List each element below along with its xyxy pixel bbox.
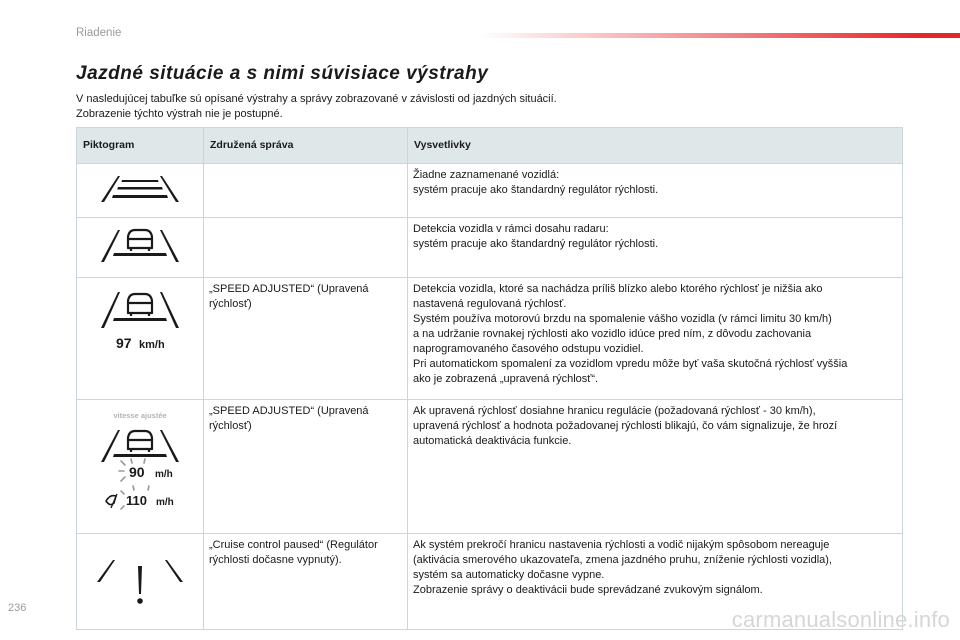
pictogram-cell — [77, 534, 204, 630]
explanation-line: (aktivácia smerového ukazovateľa, zmena jazdného pruhu, zníženie rýchlosti vozidla), — [413, 554, 832, 566]
icon-caption: vitesse ajustée — [113, 411, 167, 420]
message-cell — [204, 164, 408, 218]
message-line: rýchlosť) — [209, 420, 252, 432]
message-cell — [204, 400, 408, 534]
message-cell — [204, 278, 408, 400]
explanation-line: upravená rýchlosť a hodnota požadovanej rýchlosti blikajú, čo vám signalizuje, že hrozí — [413, 420, 838, 432]
message-line: „SPEED ADJUSTED“ (Upravená — [209, 405, 369, 417]
explanation-line: a na udržanie rovnakej rýchlosti ako vozidlo idúce pred ním, z dôvodu zachovania — [413, 328, 812, 340]
explanation-line: Pri automatickom spomalení za vozidlom vpredu môže byť vaša skutočná rýchlosť vyššia — [413, 358, 848, 370]
explanation-line: nastavená regulovaná rýchlosť. — [413, 298, 567, 310]
pictogram-cell — [77, 218, 204, 278]
message-line: „SPEED ADJUSTED“ (Upravená — [209, 283, 369, 295]
intro-line: Zobrazenie týchto výstrah nie je postupné. — [76, 108, 283, 120]
explanation-line: systém sa automaticky dočasne vypne. — [413, 569, 605, 581]
pictogram-cell — [77, 278, 204, 400]
explanation-cell — [408, 400, 903, 534]
message-line: „Cruise control paused“ (Regulátor — [209, 539, 378, 551]
icon-speed-value: 90 — [129, 464, 145, 480]
page-title: Jazdné situácie a s nimi súvisiace výstrahy — [76, 63, 489, 84]
lane-vehicle-icon — [82, 222, 198, 266]
intro-line: V nasledujúcej tabuľke sú opísané výstrahy a správy zobrazované v závislosti od jazdných situácií. — [76, 93, 557, 105]
explanation-cell — [408, 278, 903, 400]
message-cell — [204, 218, 408, 278]
warning-exclamation-icon — [82, 538, 198, 618]
explanation-line: Detekcia vozidla v rámci dosahu radaru: — [413, 223, 609, 235]
icon-speed-unit: m/h — [156, 497, 174, 508]
explanation-line: ako je zobrazená „upravená rýchlosť“. — [413, 373, 599, 385]
lane-empty-icon — [82, 168, 198, 206]
explanation-line: Ak upravená rýchlosť dosiahne hranicu regulácie (požadovaná rýchlosť - 30 km/h), — [413, 405, 816, 417]
explanation-line: Ak systém prekročí hranicu nastavenia rýchlosti a vodič nijakým spôsobom nereaguje — [413, 539, 830, 551]
explanation-line: Detekcia vozidla, ktoré sa nachádza príliš blízko alebo ktorého rýchlosť je nižšia ako — [413, 283, 823, 295]
table-row — [77, 278, 903, 400]
explanation-line: Zobrazenie správy o deaktivácii bude sprevádzané zvukovým signálom. — [413, 584, 763, 596]
explanation-line: Žiadne zaznamenané vozidlá: — [413, 169, 560, 181]
intro-text — [76, 92, 557, 122]
explanation-cell — [408, 218, 903, 278]
lane-vehicle-speed-icon — [82, 282, 198, 362]
section-label: Riadenie — [76, 27, 122, 39]
icon-speed-unit: m/h — [155, 469, 173, 480]
watermark: carmanualsonline.info — [731, 607, 950, 632]
column-header-message: Združená správa — [204, 128, 408, 164]
icon-speed-value: 97 — [116, 335, 132, 351]
explanation-line: systém pracuje ako štandardný regulátor rýchlosti. — [413, 184, 659, 196]
explanation-line: naprogramovaného časového odstupu vozidiel. — [413, 343, 644, 355]
pictogram-cell — [77, 400, 204, 534]
table-header-row — [77, 128, 903, 164]
column-header-pictogram: Piktogram — [77, 128, 204, 164]
table-row — [77, 164, 903, 218]
icon-speed-set-value: 110 — [126, 493, 147, 508]
table-row — [77, 218, 903, 278]
explanation-line: automatická deaktivácia funkcie. — [413, 435, 572, 447]
explanation-line: Systém používa motorovú brzdu na spomalenie vášho vozidla (v rámci limitu 30 km/h) — [413, 313, 832, 325]
message-line: rýchlosť) — [209, 298, 252, 310]
page-number: 236 — [8, 602, 27, 614]
message-cell — [204, 534, 408, 630]
column-header-explanation: Vysvetlivky — [408, 128, 903, 164]
lane-vehicle-blinking-speed-icon — [82, 404, 198, 522]
icon-speed-unit: km/h — [139, 339, 165, 351]
message-line: rýchlosti dočasne vypnutý). — [209, 554, 342, 566]
explanation-line: systém pracuje ako štandardný regulátor rýchlosti. — [413, 238, 659, 250]
pictogram-cell — [77, 164, 204, 218]
explanation-cell — [408, 164, 903, 218]
table-row — [77, 400, 903, 534]
header-accent-line — [480, 33, 960, 38]
warnings-table — [76, 127, 903, 630]
